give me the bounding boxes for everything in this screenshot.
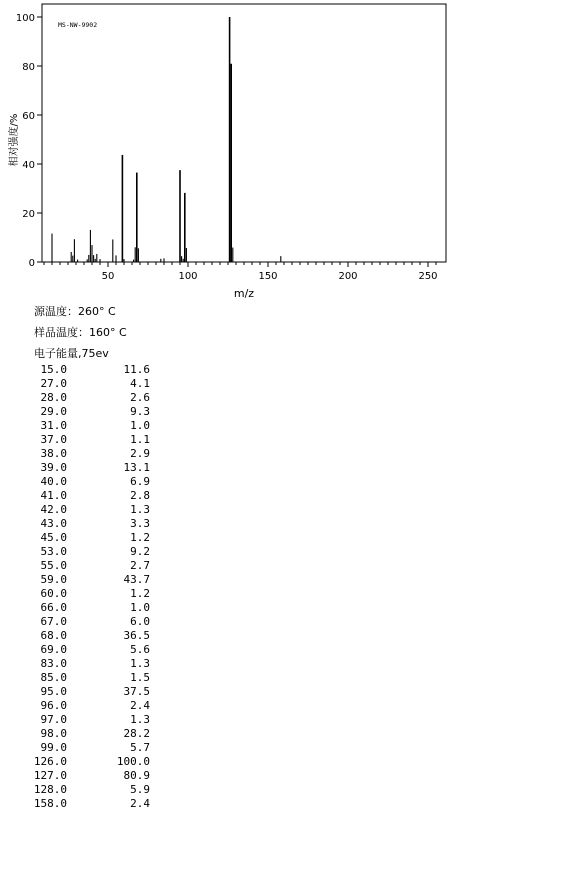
peak-mz: 66.0 <box>40 601 67 614</box>
peak-row <box>30 377 150 391</box>
peak-row <box>30 545 150 559</box>
peak-row <box>30 391 150 405</box>
peak-row <box>30 741 150 755</box>
peak-mz: 96.0 <box>40 699 67 712</box>
x-tick-label: 250 <box>418 271 438 282</box>
peak-abundance: 43.7 <box>123 573 150 586</box>
peak-mz: 40.0 <box>40 475 67 488</box>
peak-row <box>30 363 150 377</box>
peak-mz: 43.0 <box>40 517 67 530</box>
peak-row <box>30 503 150 517</box>
peak-mz: 29.0 <box>40 405 67 418</box>
x-axis <box>44 262 438 282</box>
peak-abundance: 2.6 <box>130 391 150 404</box>
peak-abundance: 36.5 <box>123 629 150 642</box>
peak-row <box>30 405 150 419</box>
peak-row <box>30 755 150 769</box>
chart-id-label: MS-NW-9902 <box>58 21 98 29</box>
mass-spectrum-chart <box>0 0 570 305</box>
peak-abundance: 37.5 <box>123 685 150 698</box>
peak-abundance: 5.7 <box>130 741 150 754</box>
peak-row <box>30 657 150 671</box>
peak-row <box>30 419 150 433</box>
y-tick-label: 80 <box>22 62 35 73</box>
peak-row <box>30 531 150 545</box>
peak-row <box>30 713 150 727</box>
peak-abundance: 2.7 <box>130 559 150 572</box>
x-axis-label: m/z <box>233 287 255 300</box>
peak-abundance: 1.1 <box>130 433 150 446</box>
peak-abundance: 6.0 <box>130 615 150 628</box>
peak-row <box>30 573 150 587</box>
peak-row <box>30 629 150 643</box>
peak-abundance: 1.3 <box>130 713 150 726</box>
plot-frame <box>42 4 446 262</box>
peak-mz: 31.0 <box>40 419 67 432</box>
y-tick-label: 100 <box>15 13 35 24</box>
peak-abundance: 4.1 <box>130 377 150 390</box>
peak-abundance: 2.9 <box>130 447 150 460</box>
peak-mz: 67.0 <box>40 615 67 628</box>
peak-abundance: 1.5 <box>130 671 150 684</box>
peak-mz: 39.0 <box>40 461 67 474</box>
peak-row <box>30 727 150 741</box>
peak-mz: 99.0 <box>40 741 67 754</box>
peak-abundance: 1.0 <box>130 601 150 614</box>
peak-row <box>30 587 150 601</box>
peak-row <box>30 699 150 713</box>
y-tick-label: 60 <box>22 111 35 122</box>
peak-abundance: 28.2 <box>123 727 150 740</box>
y-axis-label: 相对强度/% <box>9 113 20 167</box>
peak-row <box>30 615 150 629</box>
peak-abundance: 5.6 <box>130 643 150 656</box>
peak-row <box>30 559 150 573</box>
peak-abundance: 1.2 <box>130 531 150 544</box>
peak-mz: 97.0 <box>40 713 67 726</box>
peak-table <box>30 363 150 811</box>
peak-row <box>30 769 150 783</box>
peak-mz: 60.0 <box>40 587 67 600</box>
peak-abundance: 1.2 <box>130 587 150 600</box>
peak-abundance: 5.9 <box>130 783 150 796</box>
peak-mz: 128.0 <box>33 783 67 796</box>
sample-temperature: 样品温度：160° C <box>34 326 127 339</box>
peak-mz: 69.0 <box>40 643 67 656</box>
y-tick-label: 20 <box>22 209 35 220</box>
x-tick-label: 50 <box>101 271 115 282</box>
peak-mz: 95.0 <box>40 685 67 698</box>
peak-row <box>30 783 150 797</box>
peak-mz: 28.0 <box>40 391 67 404</box>
peak-row <box>30 685 150 699</box>
peak-abundance: 1.3 <box>130 657 150 670</box>
x-tick-label: 150 <box>258 271 278 282</box>
peak-abundance: 9.2 <box>130 545 150 558</box>
peak-mz: 38.0 <box>40 447 67 460</box>
peak-row <box>30 461 150 475</box>
y-tick-label: 40 <box>22 160 35 171</box>
peak-abundance: 11.6 <box>123 363 150 376</box>
spectrum-bars <box>52 17 281 262</box>
peak-mz: 53.0 <box>40 545 67 558</box>
peak-abundance: 6.9 <box>130 475 150 488</box>
peak-abundance: 1.0 <box>130 419 150 432</box>
peak-row <box>30 643 150 657</box>
peak-row <box>30 475 150 489</box>
source-temperature: 源温度：260° C <box>34 305 116 318</box>
peak-abundance: 2.4 <box>130 699 150 712</box>
peak-mz: 59.0 <box>40 573 67 586</box>
peak-mz: 98.0 <box>40 727 67 740</box>
peak-mz: 41.0 <box>40 489 67 502</box>
peak-abundance: 9.3 <box>130 405 150 418</box>
peak-row <box>30 489 150 503</box>
peak-mz: 85.0 <box>40 671 67 684</box>
peak-abundance: 100.0 <box>116 755 150 768</box>
peak-mz: 37.0 <box>40 433 67 446</box>
y-tick-label: 0 <box>28 258 35 269</box>
peak-mz: 45.0 <box>40 531 67 544</box>
peak-abundance: 1.3 <box>130 503 150 516</box>
peak-mz: 68.0 <box>40 629 67 642</box>
peak-mz: 15.0 <box>40 363 67 376</box>
peak-abundance: 3.3 <box>130 517 150 530</box>
peak-abundance: 13.1 <box>123 461 150 474</box>
peak-row <box>30 433 150 447</box>
peak-mz: 158.0 <box>33 797 67 810</box>
peak-row <box>30 671 150 685</box>
peak-abundance: 2.4 <box>130 797 150 810</box>
peak-mz: 83.0 <box>40 657 67 670</box>
peak-mz: 55.0 <box>40 559 67 572</box>
peak-mz: 27.0 <box>40 377 67 390</box>
x-tick-label: 100 <box>178 271 198 282</box>
peak-abundance: 2.8 <box>130 489 150 502</box>
x-tick-label: 200 <box>338 271 358 282</box>
peak-mz: 126.0 <box>33 755 67 768</box>
peak-row <box>30 601 150 615</box>
peak-mz: 42.0 <box>40 503 67 516</box>
peak-row <box>30 447 150 461</box>
peak-abundance: 80.9 <box>123 769 150 782</box>
electron-energy: 电子能量,75ev <box>34 347 109 360</box>
peak-row <box>30 797 150 811</box>
peak-row <box>30 517 150 531</box>
peak-mz: 127.0 <box>33 769 67 782</box>
